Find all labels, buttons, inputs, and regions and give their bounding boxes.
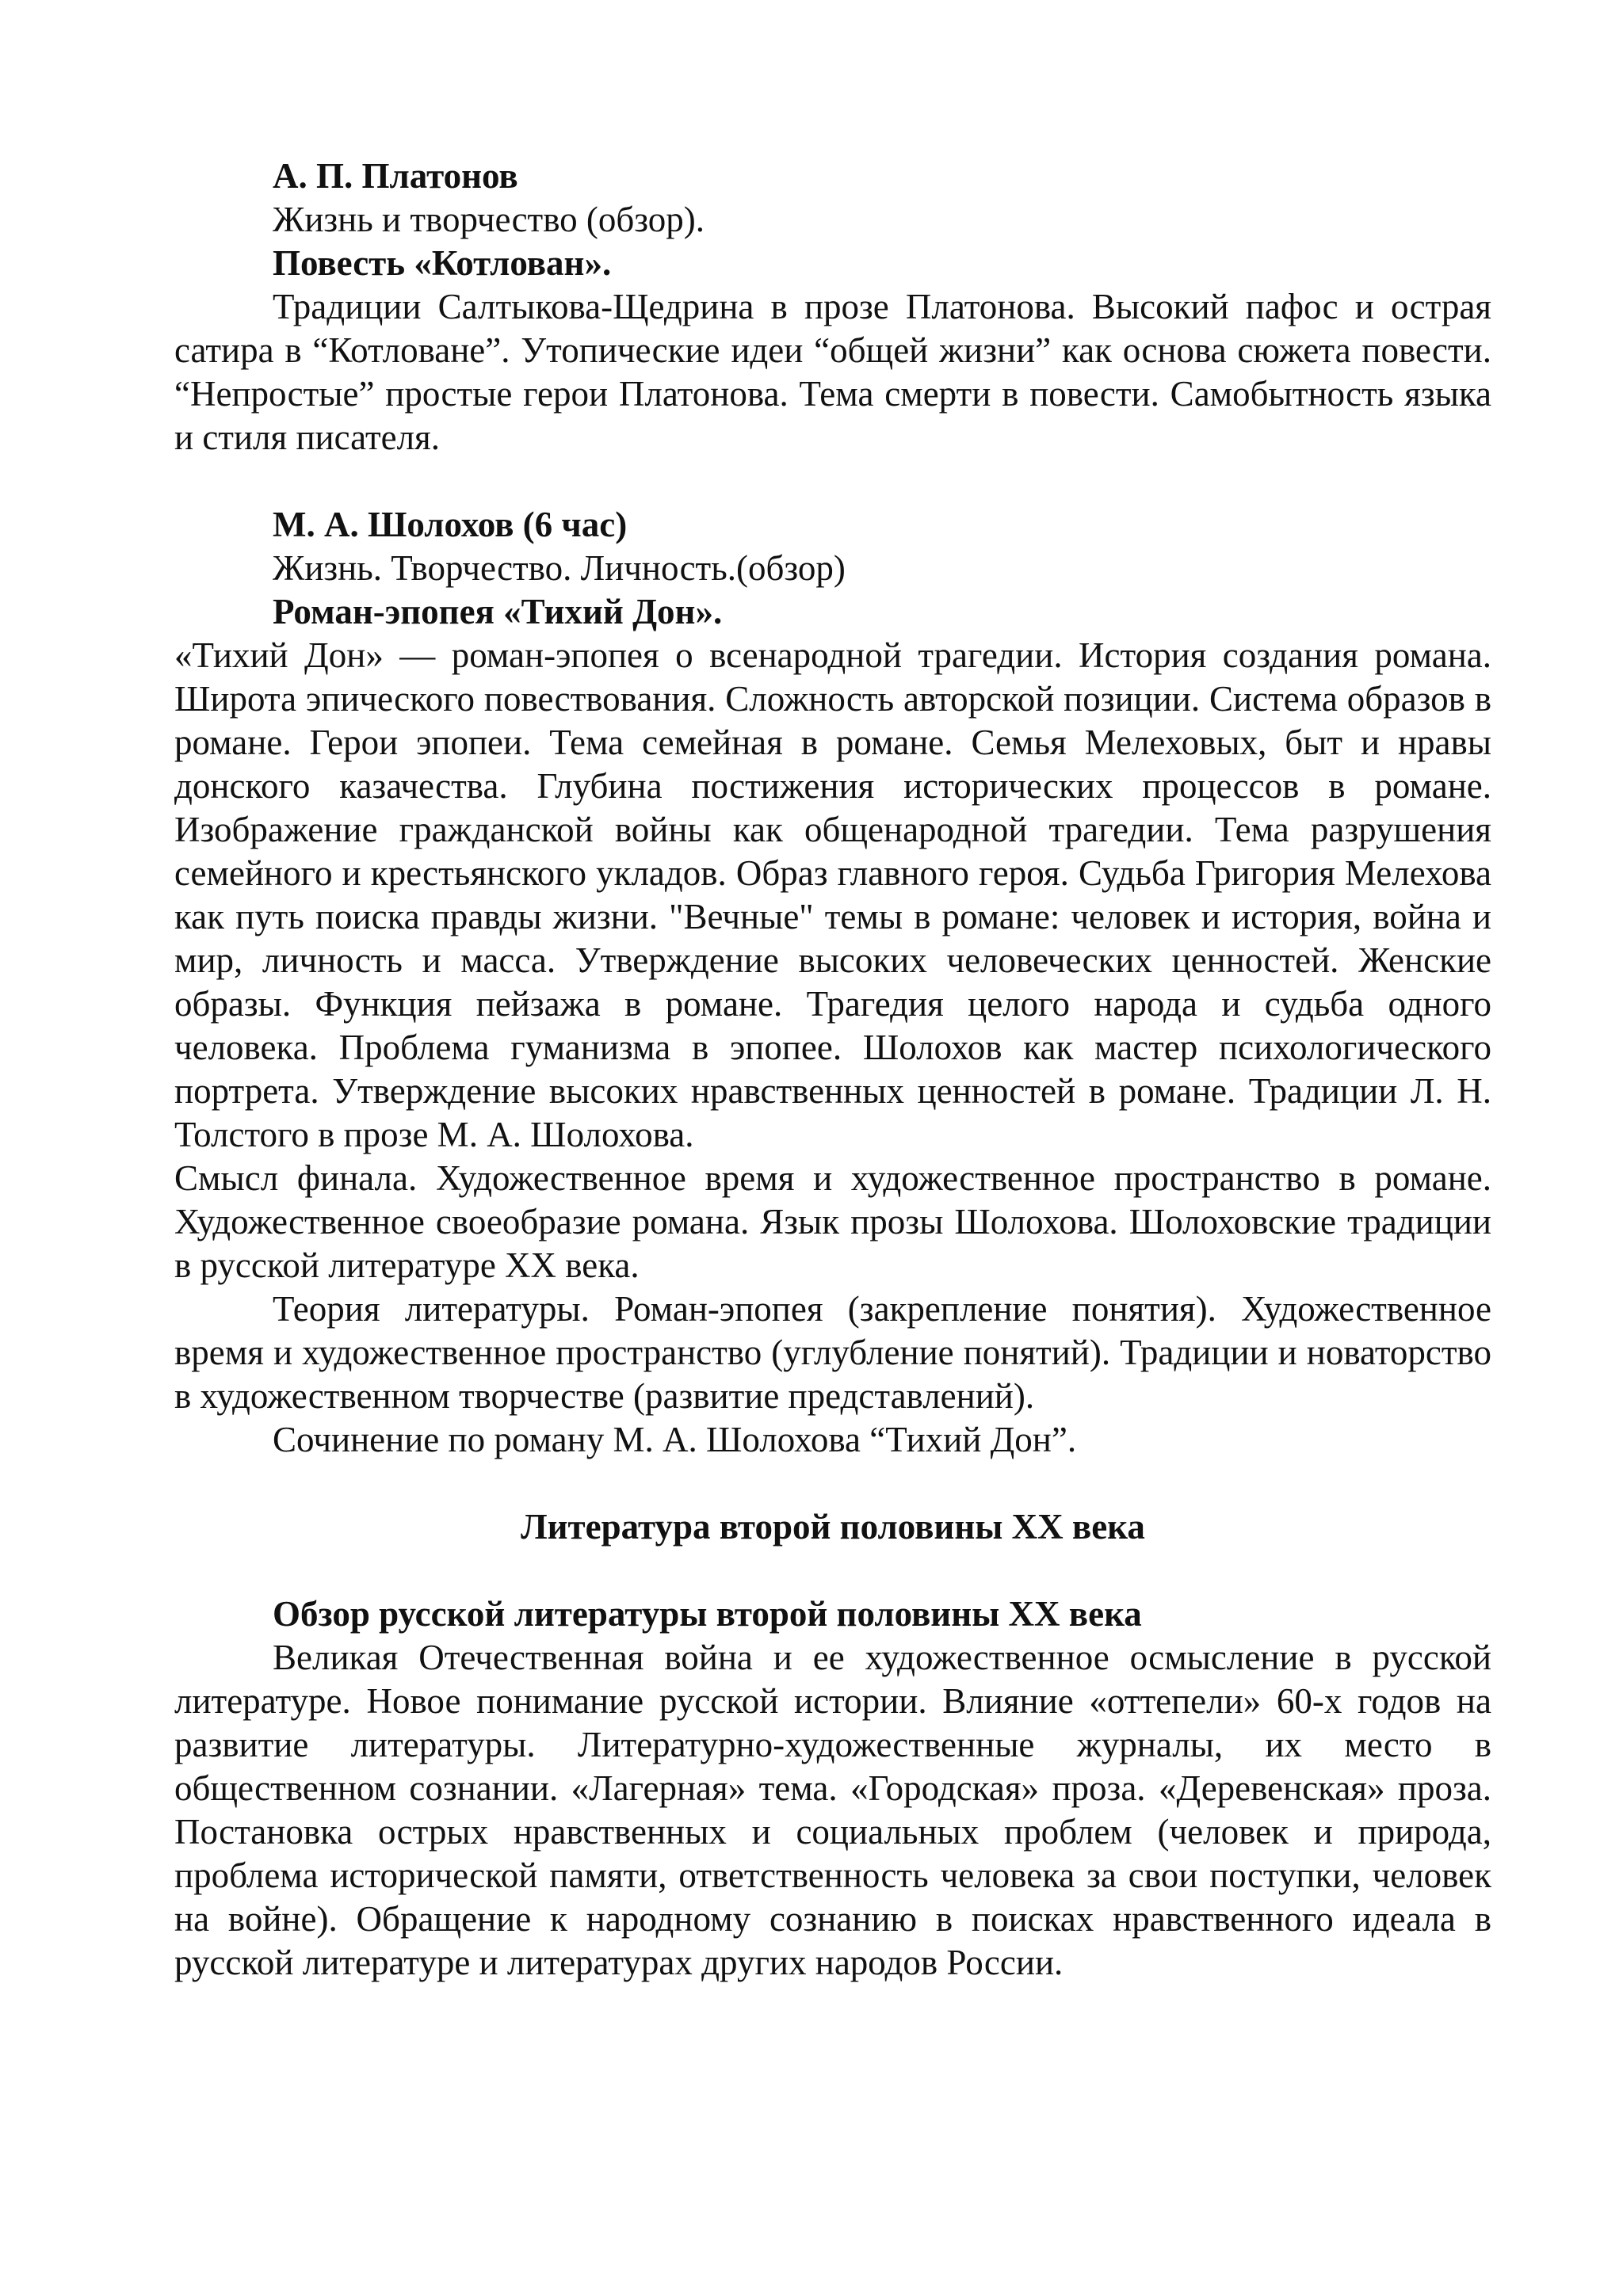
platonov-heading: А. П. Платонов [273, 156, 518, 196]
document-page [174, 154, 1491, 1985]
spacer [174, 1462, 1491, 1505]
platonov-paragraph: Традиции Салтыкова-Щедрина в прозе Платонова. Высокий пафос и острая сатира в “Котловане”. Утопические идеи “общей жизни” как основа сюжета повести. “Непростые” простые герои Платонова. Тема смерти в повести. Самобытность языка и стиля писателя. [174, 287, 1491, 457]
section-title: Литература второй половины XX века [521, 1507, 1145, 1547]
sholokhov-subtitle: Жизнь. Творчество. Личность.(обзор) [273, 548, 846, 588]
platonov-subtitle: Жизнь и творчество (обзор). [273, 200, 705, 239]
sholokhov-paragraph-2: Смысл финала. Художественное время и художественное пространство в романе. Художественное своеобразие романа. Язык прозы Шолохова. Шолоховские традиции в русской литературе XX века. [174, 1158, 1491, 1285]
sholokhov-theory: Теория литературы. Роман-эпопея (закрепление понятия). Художественное время и художественное пространство (углубление понятий). Традиции и новаторство в художественном творчестве (развитие представлений). [174, 1289, 1491, 1416]
sholokhov-paragraph-1: «Тихий Дон» — роман-эпопея о всенародной трагедии. История создания романа. Широта эпического повествования. Сложность авторской позиции. Система образов в романе. Герои эпопеи. Тема семейная в романе. Семья Мелеховых, быт и нравы донского казачества. Глубина постижения исторических процессов в романе. Изображение гражданской войны как общенародной трагедии. Тема разрушения семейного и крестьянского укладов. Образ главного героя. Судьба Григория Мелехова как путь поиска правды жизни. "Вечные" темы в романе: человек и история, война и мир, личность и масса. Утверждение высоких человеческих ценностей. Женские образы. Функция пейзажа в романе. Трагедия целого народа и судьба одного человека. Проблема гуманизма в эпопее. Шолохов как мастер психологического портрета. Утверждение высоких нравственных ценностей в романе. Традиции Л. Н. Толстого в прозе М. А. Шолохова. [174, 635, 1491, 1154]
overview-heading: Обзор русской литературы второй половины XX века [273, 1594, 1142, 1634]
spacer [174, 460, 1491, 503]
sholokhov-essay: Сочинение по роману М. А. Шолохова “Тихий Дон”. [273, 1420, 1077, 1459]
sholokhov-work-title: Роман-эпопея «Тихий Дон». [273, 592, 723, 631]
platonov-work-title: Повесть «Котлован». [273, 243, 612, 283]
overview-paragraph: Великая Отечественная война и ее художественное осмысление в русской литературе. Новое понимание русской истории. Влияние «оттепели» 60-х годов на развитие литературы. Литературно-художественные журналы, их место в общественном сознании. «Лагерная» тема. «Городская» проза. «Деревенская» проза. Постановка острых нравственных и социальных проблем (человек и природа, проблема исторической памяти, ответственность человека за свои поступки, человек на войне). Обращение к народному сознанию в поисках нравственного идеала в русской литературе и литературах других народов России. [174, 1638, 1491, 1982]
spacer [174, 1549, 1491, 1592]
sholokhov-heading: М. А. Шолохов (6 час) [273, 505, 628, 544]
